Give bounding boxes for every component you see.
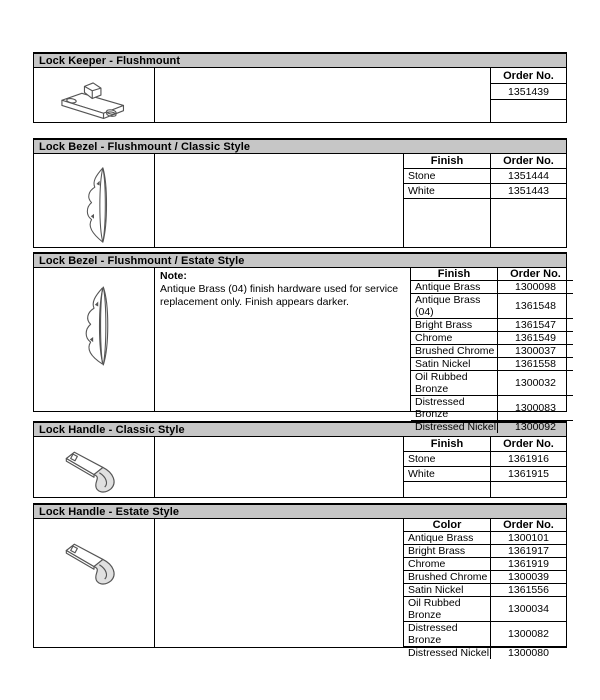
illustration-cell: [34, 519, 155, 647]
color-value: Antique Brass: [404, 532, 491, 544]
illustration-cell: [34, 68, 155, 122]
table-row: [411, 332, 573, 345]
section-title: Lock Bezel - Flushmount / Classic Style: [39, 140, 251, 153]
order-no-value: 1361916: [508, 453, 549, 465]
section-title: Lock Keeper - Flushmount: [39, 54, 181, 67]
finish-value: Brushed Chrome: [411, 345, 498, 357]
order-no-value: 1361919: [508, 558, 549, 570]
table-row: [404, 622, 566, 647]
empty-filler-row: [404, 199, 566, 247]
table-row: [404, 558, 566, 571]
table-row: [404, 545, 566, 558]
order-no-value: 1300082: [508, 628, 549, 640]
order-no-value: 1361549: [515, 332, 556, 344]
finish-header: Finish: [404, 154, 491, 168]
order-no-value: 1361917: [508, 545, 549, 557]
section-title-bar: [33, 138, 567, 153]
order-header-row: [491, 68, 566, 84]
parts-table: [33, 153, 567, 248]
table-row: [404, 452, 566, 467]
parts-table: [33, 67, 567, 123]
order-no-value: 1300098: [515, 281, 556, 293]
section-title-bar: [33, 503, 567, 518]
finish-header: Finish: [404, 437, 491, 451]
note-text: Antique Brass (04) finish hardware used for service replacement only. Finish appears darker.: [160, 283, 399, 308]
color-value: Brushed Chrome: [404, 571, 491, 583]
finish-value: Distressed Bronze: [411, 396, 498, 420]
table-row: [411, 371, 573, 396]
empty-filler-row: [404, 482, 566, 497]
order-no-header: Order No.: [510, 268, 561, 280]
finish-value: Antique Brass: [411, 281, 498, 293]
color-value: Distressed Nickel: [404, 647, 491, 659]
order-no-value: 1361558: [515, 358, 556, 370]
finish-header: Finish: [411, 268, 498, 280]
table-row: [404, 169, 566, 184]
table-row: [411, 319, 573, 332]
finish-value: Stone: [404, 452, 491, 466]
finish-order-columns: [411, 268, 573, 433]
illustration-cell: [34, 154, 155, 247]
section-lock-keeper-flushmount: [33, 52, 567, 123]
table-row: [411, 281, 573, 294]
description-cell: [155, 268, 411, 411]
table-row: [491, 84, 566, 100]
header-row: [404, 437, 566, 452]
table-row: [411, 421, 573, 433]
order-no-value: 1300083: [515, 402, 556, 414]
color-value: Chrome: [404, 558, 491, 570]
finish-value: Stone: [404, 169, 491, 183]
lock-handle-classic-drawing: [58, 446, 130, 496]
lock-keeper-drawing: [55, 80, 133, 124]
header-row: [411, 268, 573, 281]
finish-value: White: [404, 184, 491, 198]
table-row: [404, 584, 566, 597]
order-no-value: 1361548: [515, 300, 556, 312]
order-no-value: 1361915: [508, 468, 549, 480]
finish-value: Bright Brass: [411, 319, 498, 331]
finish-order-columns: [404, 519, 566, 659]
order-no-value: 1351439: [508, 85, 549, 98]
finish-value: White: [404, 467, 491, 481]
order-no-value: 1351443: [508, 185, 549, 197]
finish-order-columns: [404, 437, 566, 497]
lock-bezel-estate-drawing: [72, 283, 116, 369]
description-cell: [155, 68, 491, 122]
color-value: Satin Nickel: [404, 584, 491, 596]
order-no-value: 1300032: [515, 377, 556, 389]
finish-value: Antique Brass (04): [411, 294, 498, 318]
section-title-bar: [33, 252, 567, 267]
order-no-header: Order No.: [503, 519, 554, 531]
finish-value: Distressed Nickel: [411, 421, 498, 433]
order-no-value: 1361556: [508, 584, 549, 596]
order-column: [491, 68, 566, 122]
note-label: Note:: [160, 270, 187, 282]
table-row: [411, 345, 573, 358]
order-no-value: 1300037: [515, 345, 556, 357]
lock-handle-estate-drawing: [58, 538, 130, 588]
order-no-header: Order No.: [503, 155, 554, 167]
empty-filler-row: [491, 100, 566, 122]
order-no-value: 1351444: [508, 170, 549, 182]
table-row: [404, 532, 566, 545]
catalog-content: [33, 52, 567, 659]
section-title-bar: [33, 52, 567, 67]
table-row: [411, 396, 573, 421]
description-cell: [155, 154, 404, 247]
order-no-value: 1300092: [515, 421, 556, 433]
section-title: Lock Handle - Classic Style: [39, 423, 185, 436]
illustration-cell: [34, 268, 155, 411]
finish-value: Oil Rubbed Bronze: [411, 371, 498, 395]
description-cell: [155, 519, 404, 647]
finish-order-columns: [404, 154, 566, 247]
illustration-cell: [34, 437, 155, 497]
table-row: [404, 184, 566, 199]
note: [155, 268, 410, 309]
description-cell: [155, 437, 404, 497]
lock-bezel-classic-drawing: [73, 163, 115, 247]
section-lock-bezel-classic: [33, 138, 567, 248]
order-no-value: 1300080: [508, 647, 549, 659]
order-no-value: 1300101: [508, 532, 549, 544]
color-header: Color: [404, 519, 491, 531]
table-row: [411, 358, 573, 371]
header-row: [404, 519, 566, 532]
table-row: [404, 647, 566, 659]
order-no-header: Order No.: [503, 69, 554, 82]
table-row: [404, 597, 566, 622]
order-no-value: 1300039: [508, 571, 549, 583]
parts-table: [33, 436, 567, 498]
parts-table: [33, 518, 567, 659]
finish-value: Satin Nickel: [411, 358, 498, 370]
table-row: [404, 467, 566, 482]
table-row: [404, 571, 566, 584]
color-value: Distressed Bronze: [404, 622, 491, 646]
order-no-value: 1361547: [515, 319, 556, 331]
order-no-value: 1300034: [508, 603, 549, 615]
color-value: Bright Brass: [404, 545, 491, 557]
section-title: Lock Bezel - Flushmount / Estate Style: [39, 254, 245, 267]
order-no-header: Order No.: [503, 438, 554, 450]
section-lock-handle-estate: [33, 503, 567, 659]
table-row: [411, 294, 573, 319]
color-value: Oil Rubbed Bronze: [404, 597, 491, 621]
finish-value: Chrome: [411, 332, 498, 344]
header-row: [404, 154, 566, 169]
section-title: Lock Handle - Estate Style: [39, 505, 180, 518]
